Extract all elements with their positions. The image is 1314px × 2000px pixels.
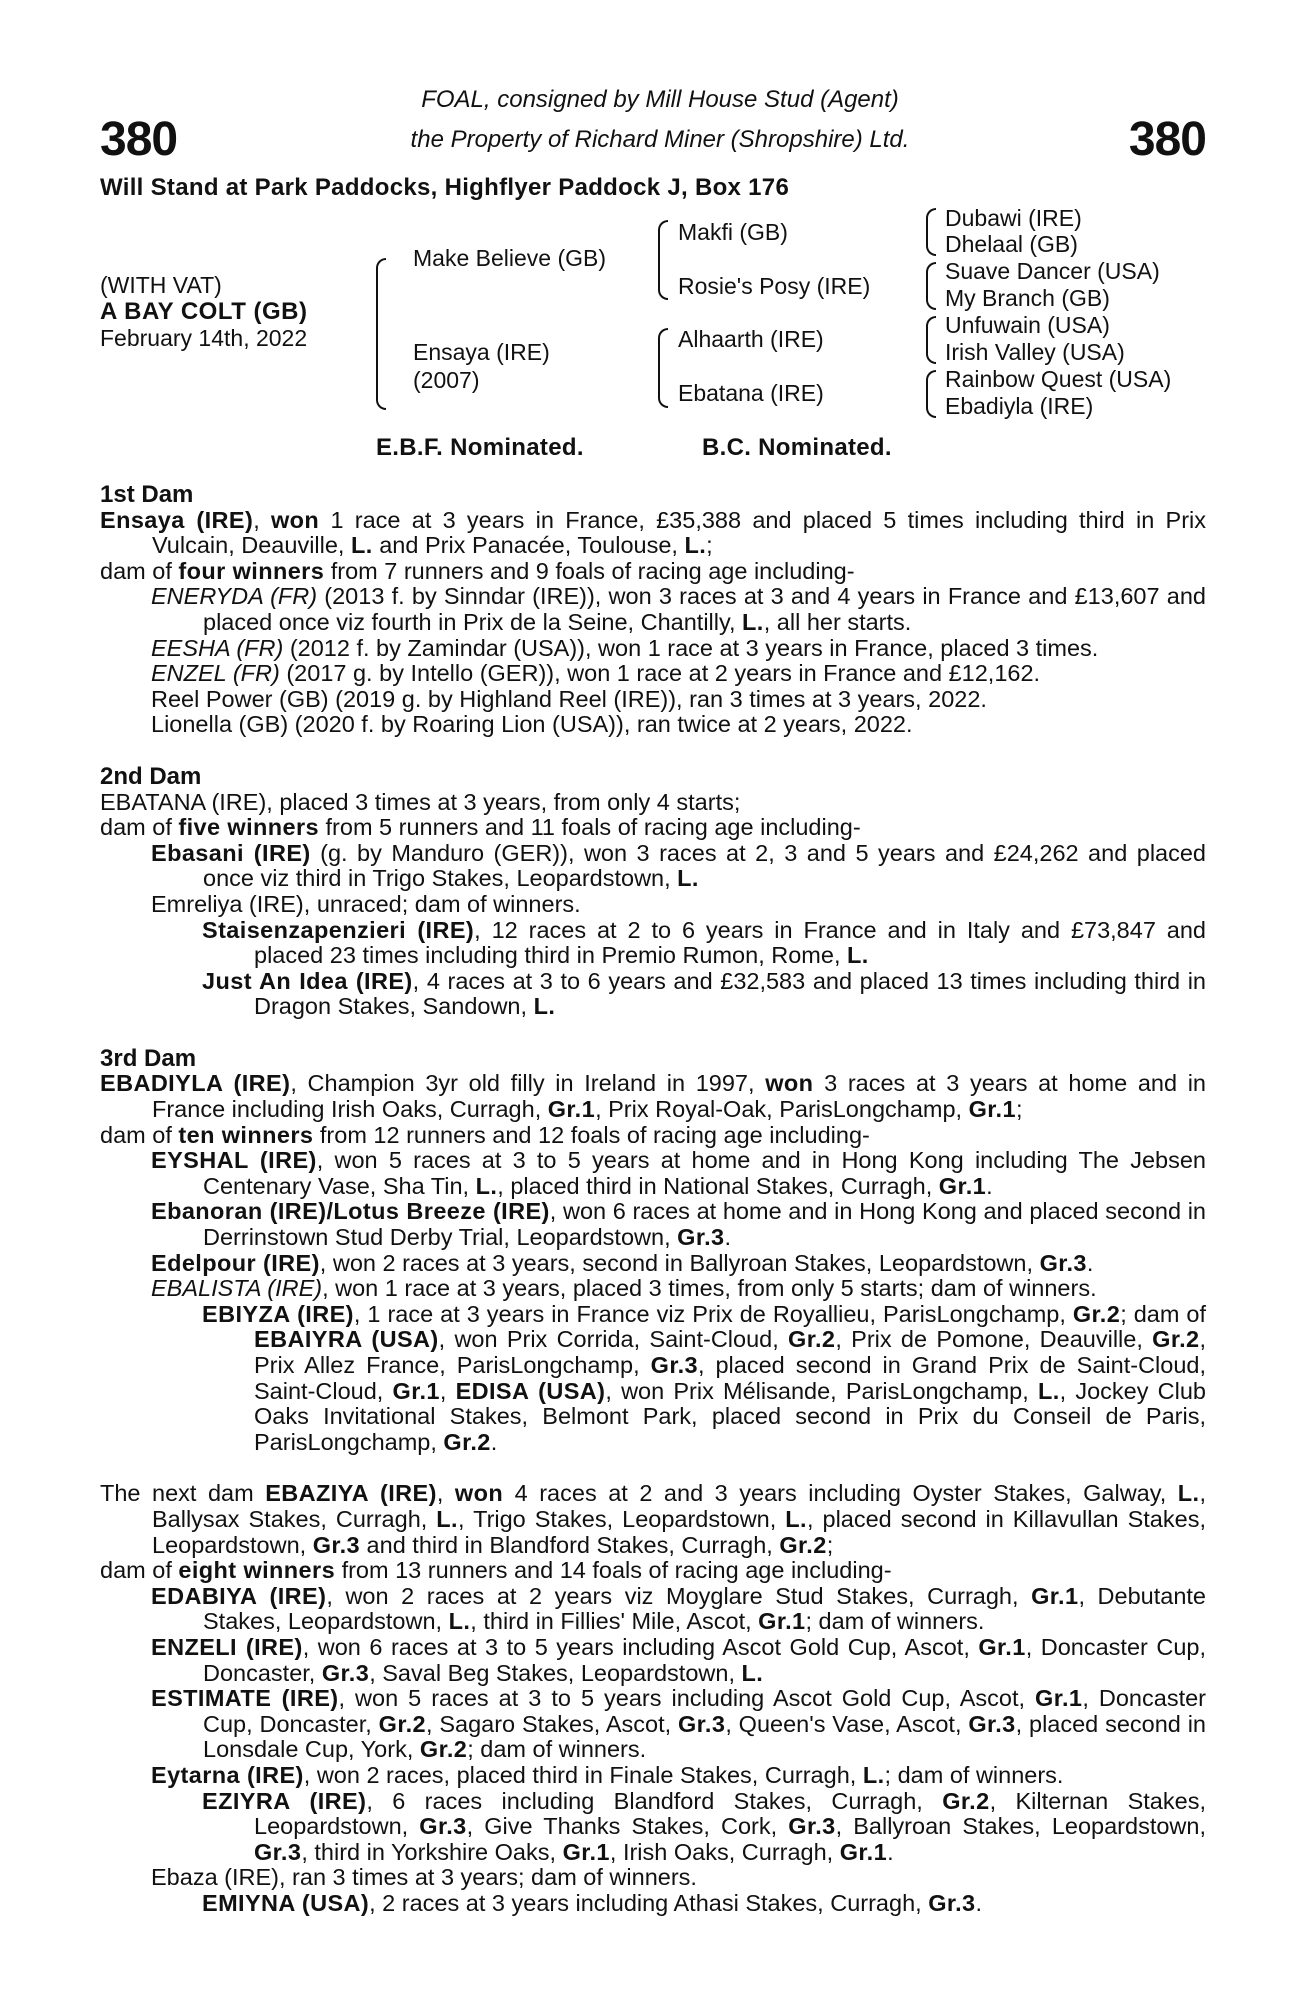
next-dam-produce-1: EDABIYA (IRE), won 2 races at 2 years viz Moyglare Stud Stakes, Curragh, Gr.1, Debutante Stakes, Leopardstown, L., third in Fillies' Mile, Ascot, Gr.1; dam of winners. — [151, 1582, 1206, 1635]
third-dam-heading: 3rd Dam — [100, 1044, 197, 1072]
first-dam-heading: 1st Dam — [100, 481, 194, 508]
brace-dam — [658, 328, 668, 408]
grandparent-1: Dubawi (IRE) — [945, 205, 1082, 231]
third-dam-grandproduce-1: EBIYZA (IRE), 1 race at 3 years in France viz Prix de Royallieu, ParisLongchamp, Gr.2; dam of EBAIYRA (USA), won Prix Corrida, Saint-Cloud, Gr.2, Prix de Pomone, Deauville, Gr.2, Prix Allez France, ParisLongchamp, Gr.3, placed second in Grand Prix de Saint-Cloud, Saint-Cloud, Gr.1, EDISA (USA), won Prix Mélisande, ParisLongchamp, L., Jockey Club Oaks Invitational Stakes, Belmont Park, placed second in Prix du Conseil de Paris, ParisLongchamp, Gr.2. — [202, 1300, 1207, 1455]
second-dam-grandproduce-2: Just An Idea (IRE), 4 races at 3 to 6 years and £32,583 and placed 13 times including third in Dragon Stakes, Sandown, L. — [202, 967, 1206, 1020]
next-dam-grandproduce-2: EMIYNA (USA), 2 races at 3 years including Athasi Stakes, Curragh, Gr.3. — [202, 1889, 983, 1916]
sire-dam: Rosie's Posy (IRE) — [678, 273, 871, 299]
second-dam-heading: 2nd Dam — [100, 762, 202, 790]
stand-location: Will Stand at Park Paddocks, Highflyer Paddock J, Box 176 — [100, 174, 790, 201]
first-dam-produce-5: Lionella (GB) (2020 f. by Roaring Lion (USA)), ran twice at 2 years, 2022. — [151, 711, 913, 738]
third-dam-dam-of: dam of ten winners from 12 runners and 12 foals of racing age including- — [100, 1121, 870, 1148]
grandparent-4: My Branch (GB) — [945, 285, 1110, 311]
third-dam-produce-2: Ebanoran (IRE)/Lotus Breeze (IRE), won 6 races at home and in Hong Kong and placed second in Derrinstown Stud Derby Trial, Leopardstown, Gr.3. — [151, 1198, 1206, 1251]
next-dam-dam-of: dam of eight winners from 13 runners and 14 foals of racing age including- — [100, 1557, 892, 1584]
ebf-nominated: E.B.F. Nominated. — [376, 434, 584, 461]
next-dam-intro: The next dam EBAZIYA (IRE), won 4 races at 2 and 3 years including Oyster Stakes, Galway, L., Ballysax Stakes, Curragh, L., Trigo Stakes, Leopardstown, L., placed second in Killavullan Stakes, Leopardstown, Gr.3 and third in Blandford Stakes, Curragh, Gr.2; — [100, 1480, 1207, 1558]
brace-g-2 — [926, 262, 936, 310]
brace-sire — [658, 220, 668, 300]
second-dam-produce-1: Ebasani (IRE) (g. by Manduro (GER)), won 3 races at 2, 3 and 5 years and £24,262 and placed once viz third in Trigo Stakes, Leopardstown, L. — [151, 839, 1206, 892]
first-dam-produce-2: EESHA (FR) (2012 f. by Zamindar (USA)), won 1 race at 3 years in France, placed 3 times. — [151, 634, 1099, 661]
dam-year: (2007) — [413, 367, 480, 393]
colt-name: A BAY COLT (GB) — [100, 298, 308, 325]
next-dam-grandproduce-1: EZIYRA (IRE), 6 races including Blandford Stakes, Curragh, Gr.2, Kilternan Stakes, Leopardstown, Gr.3, Give Thanks Stakes, Cork, Gr.3, Ballyroan Stakes, Leopardstown, Gr.3, third in Yorkshire Oaks, Gr.1, Irish Oaks, Curragh, Gr.1. — [202, 1787, 1206, 1865]
colt-vat: (WITH VAT) — [100, 272, 222, 298]
grandparent-6: Irish Valley (USA) — [945, 339, 1125, 365]
brace-colt — [376, 258, 386, 410]
next-dam-produce-5: Ebaza (IRE), ran 3 times at 3 years; dam of winners. — [151, 1864, 697, 1891]
grandparent-7: Rainbow Quest (USA) — [945, 366, 1172, 392]
second-dam-intro: EBATANA (IRE), placed 3 times at 3 years, from only 4 starts; — [100, 788, 741, 815]
next-dam-produce-3: ESTIMATE (IRE), won 5 races at 3 to 5 years including Ascot Gold Cup, Ascot, Gr.1, Doncaster Cup, Doncaster, Gr.2, Sagaro Stakes, Ascot, Gr.3, Queen's Vase, Ascot, Gr.3, placed second in Lonsdale Cup, York, Gr.2; dam of winners. — [151, 1685, 1206, 1763]
third-dam-produce-1: EYSHAL (IRE), won 5 races at 3 to 5 years at home and in Hong Kong including The Jebsen Centenary Vase, Sha Tin, L., placed third in National Stakes, Curragh, Gr.1. — [151, 1147, 1206, 1199]
brace-g-4 — [926, 370, 936, 418]
consignment-line-2: the Property of Richard Miner (Shropshire) Ltd. — [410, 126, 910, 153]
catalogue-body — [100, 482, 1206, 1916]
bc-nominated: B.C. Nominated. — [702, 434, 892, 461]
sire: Make Believe (GB) — [413, 245, 607, 271]
next-dam-produce-2: ENZELI (IRE), won 6 races at 3 to 5 years including Ascot Gold Cup, Ascot, Gr.1, Doncaster Cup, Doncaster, Gr.3, Saval Beg Stakes, Leopardstown, L. — [151, 1633, 1206, 1686]
first-dam-produce-4: Reel Power (GB) (2019 g. by Highland Reel (IRE)), ran 3 times at 3 years, 2022. — [151, 685, 987, 712]
second-dam-dam-of: dam of five winners from 5 runners and 11 foals of racing age including- — [100, 814, 861, 841]
third-dam-produce-4: EBALISTA (IRE), won 1 race at 3 years, placed 3 times, from only 5 starts; dam of winners. — [151, 1275, 1097, 1302]
third-dam-produce-3: Edelpour (IRE), won 2 races at 3 years, second in Ballyroan Stakes, Leopardstown, Gr.3. — [151, 1249, 1094, 1276]
consignment-line-1: FOAL, consigned by Mill House Stud (Agent) — [421, 86, 899, 113]
first-dam-dam-of: dam of four winners from 7 runners and 9 foals of racing age including- — [100, 557, 855, 584]
grandparent-8: Ebadiyla (IRE) — [945, 393, 1094, 419]
first-dam-intro: Ensaya (IRE), won 1 race at 3 years in France, £35,388 and placed 5 times including third in Prix Vulcain, Deauville, L. and Prix Panacée, Toulouse, L.; — [100, 506, 1207, 559]
dam: Ensaya (IRE) — [413, 339, 550, 365]
grandparent-3: Suave Dancer (USA) — [945, 258, 1160, 284]
third-dam-intro: EBADIYLA (IRE), Champion 3yr old filly in Ireland in 1997, won 3 races at 3 years at home and in France including Irish Oaks, Curragh, Gr.1, Prix Royal-Oak, ParisLongchamp, Gr.1; — [100, 1070, 1206, 1123]
colt-dob: February 14th, 2022 — [100, 325, 308, 351]
dam-sire: Alhaarth (IRE) — [678, 326, 824, 352]
lot-number-right: 380 — [1128, 113, 1206, 166]
grandparent-5: Unfuwain (USA) — [945, 312, 1110, 338]
brace-g-3 — [926, 316, 936, 364]
sire-sire: Makfi (GB) — [678, 219, 788, 245]
grandparent-2: Dhelaal (GB) — [945, 231, 1078, 257]
second-dam-grandproduce-1: Staisenzapenzieri (IRE), 12 races at 2 to 6 years in France and in Italy and £73,847 and placed 23 times including third in Premio Rumon, Rome, L. — [202, 916, 1206, 969]
second-dam-produce-2: Emreliya (IRE), unraced; dam of winners. — [151, 890, 581, 917]
dam-dam: Ebatana (IRE) — [678, 380, 824, 406]
next-dam-produce-4: Eytarna (IRE), won 2 races, placed third in Finale Stakes, Curragh, L.; dam of winners. — [151, 1761, 1064, 1788]
lot-number-left: 380 — [100, 113, 178, 166]
first-dam-produce-1: ENERYDA (FR) (2013 f. by Sinndar (IRE)), won 3 races at 3 and 4 years in France and £13,607 and placed once viz fourth in Prix de la Seine, Chantilly, L., all her starts. — [151, 583, 1206, 635]
brace-g-1 — [926, 208, 936, 256]
first-dam-produce-3: ENZEL (FR) (2017 g. by Intello (GER)), won 1 race at 2 years in France and £12,162. — [151, 660, 1041, 687]
